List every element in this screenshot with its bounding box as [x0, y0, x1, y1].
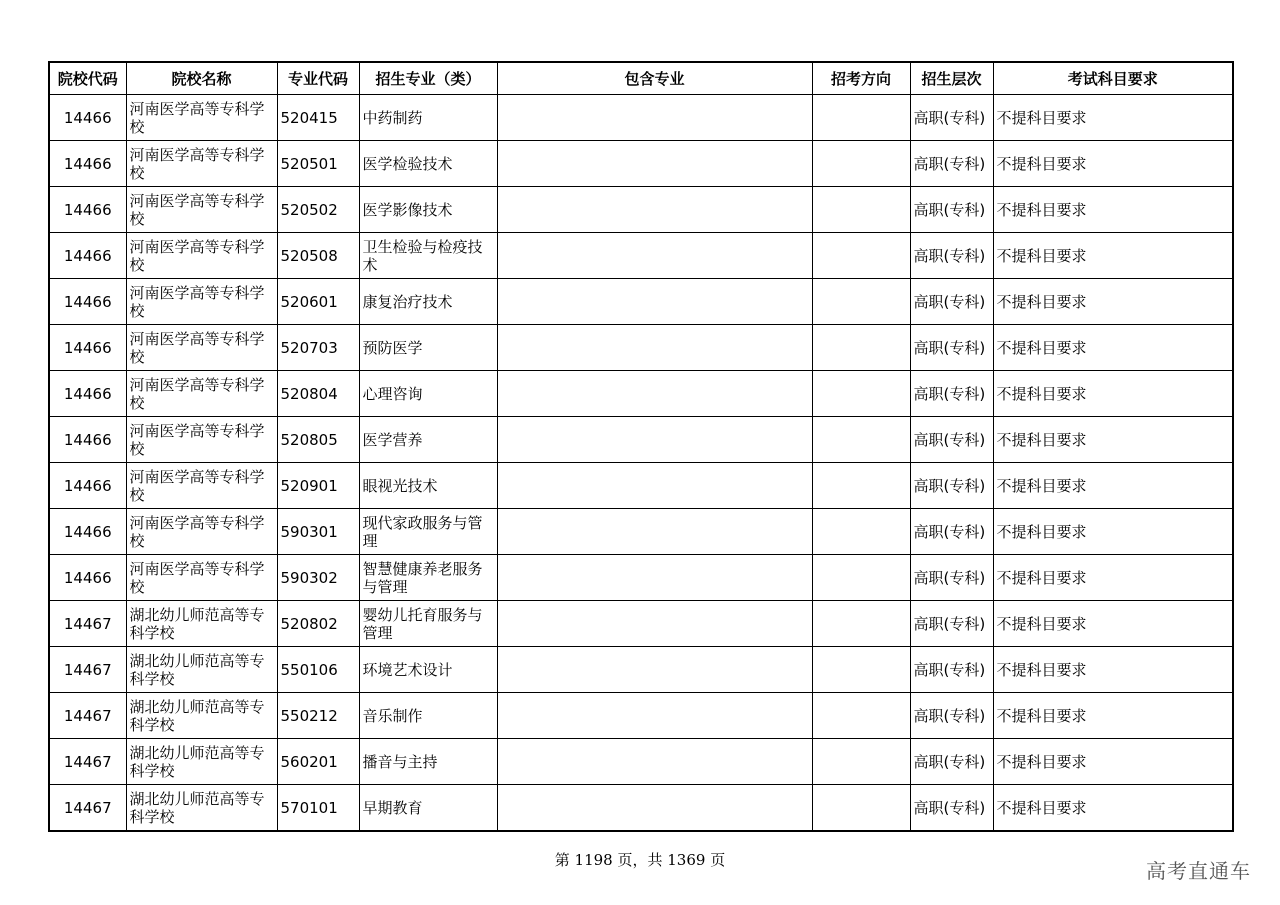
cell-direction — [812, 509, 910, 555]
cell-major: 环境艺术设计 — [359, 647, 497, 693]
cell-major-code: 570101 — [277, 785, 359, 832]
cell-level: 高职(专科) — [910, 233, 993, 279]
cell-school-name: 河南医学高等专科学校 — [126, 141, 277, 187]
cell-includes — [497, 279, 812, 325]
cell-major-code: 560201 — [277, 739, 359, 785]
cell-school-code: 14466 — [49, 141, 126, 187]
cell-level: 高职(专科) — [910, 739, 993, 785]
table-row — [49, 509, 1233, 555]
cell-level: 高职(专科) — [910, 371, 993, 417]
cell-school-code: 14466 — [49, 187, 126, 233]
cell-school-name: 河南医学高等专科学校 — [126, 95, 277, 141]
cell-major: 卫生检验与检疫技术 — [359, 233, 497, 279]
cell-includes — [497, 233, 812, 279]
cell-requirement: 不提科目要求 — [993, 187, 1233, 233]
cell-includes — [497, 739, 812, 785]
cell-school-code: 14466 — [49, 95, 126, 141]
cell-school-code: 14467 — [49, 647, 126, 693]
cell-school-code: 14466 — [49, 417, 126, 463]
cell-school-name: 河南医学高等专科学校 — [126, 417, 277, 463]
cell-school-code: 14467 — [49, 693, 126, 739]
cell-school-name: 河南医学高等专科学校 — [126, 509, 277, 555]
cell-requirement: 不提科目要求 — [993, 417, 1233, 463]
cell-major-code: 520502 — [277, 187, 359, 233]
cell-requirement: 不提科目要求 — [993, 233, 1233, 279]
cell-major-code: 520508 — [277, 233, 359, 279]
cell-direction — [812, 233, 910, 279]
cell-school-code: 14466 — [49, 325, 126, 371]
cell-includes — [497, 95, 812, 141]
header-direction: 招考方向 — [812, 62, 910, 95]
cell-direction — [812, 693, 910, 739]
cell-school-code: 14467 — [49, 739, 126, 785]
cell-major-code: 520804 — [277, 371, 359, 417]
header-includes: 包含专业 — [497, 62, 812, 95]
header-requirement: 考试科目要求 — [993, 62, 1233, 95]
cell-level: 高职(专科) — [910, 555, 993, 601]
cell-school-code: 14466 — [49, 463, 126, 509]
table-row — [49, 555, 1233, 601]
table-row — [49, 95, 1233, 141]
cell-level: 高职(专科) — [910, 279, 993, 325]
table-row — [49, 279, 1233, 325]
cell-includes — [497, 141, 812, 187]
cell-direction — [812, 647, 910, 693]
cell-school-name: 河南医学高等专科学校 — [126, 555, 277, 601]
cell-level: 高职(专科) — [910, 95, 993, 141]
cell-school-name: 湖北幼儿师范高等专科学校 — [126, 647, 277, 693]
cell-major: 早期教育 — [359, 785, 497, 832]
cell-direction — [812, 601, 910, 647]
cell-major-code: 520601 — [277, 279, 359, 325]
cell-school-name: 湖北幼儿师范高等专科学校 — [126, 739, 277, 785]
header-school-name: 院校名称 — [126, 62, 277, 95]
table-row — [49, 785, 1233, 832]
table-row — [49, 647, 1233, 693]
cell-school-name: 河南医学高等专科学校 — [126, 187, 277, 233]
cell-school-name: 河南医学高等专科学校 — [126, 279, 277, 325]
cell-requirement: 不提科目要求 — [993, 555, 1233, 601]
cell-direction — [812, 785, 910, 832]
table-row — [49, 187, 1233, 233]
cell-direction — [812, 95, 910, 141]
cell-requirement: 不提科目要求 — [993, 785, 1233, 832]
cell-major-code: 520501 — [277, 141, 359, 187]
cell-includes — [497, 509, 812, 555]
cell-direction — [812, 417, 910, 463]
cell-school-code: 14466 — [49, 233, 126, 279]
cell-direction — [812, 555, 910, 601]
cell-includes — [497, 693, 812, 739]
cell-major-code: 520415 — [277, 95, 359, 141]
cell-school-code: 14466 — [49, 509, 126, 555]
table-row — [49, 371, 1233, 417]
cell-major: 智慧健康养老服务与管理 — [359, 555, 497, 601]
cell-includes — [497, 187, 812, 233]
cell-direction — [812, 739, 910, 785]
admissions-table — [48, 61, 1234, 832]
cell-requirement: 不提科目要求 — [993, 325, 1233, 371]
cell-includes — [497, 555, 812, 601]
cell-includes — [497, 371, 812, 417]
cell-major: 预防医学 — [359, 325, 497, 371]
cell-major: 现代家政服务与管理 — [359, 509, 497, 555]
cell-requirement: 不提科目要求 — [993, 601, 1233, 647]
cell-school-name: 湖北幼儿师范高等专科学校 — [126, 601, 277, 647]
watermark-text: 高考直通车 — [1146, 859, 1251, 883]
table-row — [49, 739, 1233, 785]
cell-major-code: 520703 — [277, 325, 359, 371]
table-body — [49, 95, 1233, 832]
cell-major: 心理咨询 — [359, 371, 497, 417]
cell-school-name: 湖北幼儿师范高等专科学校 — [126, 785, 277, 832]
cell-major: 医学影像技术 — [359, 187, 497, 233]
cell-level: 高职(专科) — [910, 509, 993, 555]
cell-major-code: 550212 — [277, 693, 359, 739]
cell-includes — [497, 325, 812, 371]
header-major: 招生专业（类） — [359, 62, 497, 95]
cell-school-code: 14466 — [49, 371, 126, 417]
table-row — [49, 141, 1233, 187]
page-number: 第 1198 页，共 1369 页 — [554, 851, 726, 869]
cell-major-code: 590302 — [277, 555, 359, 601]
cell-major: 医学营养 — [359, 417, 497, 463]
cell-includes — [497, 647, 812, 693]
cell-includes — [497, 463, 812, 509]
cell-major-code: 520805 — [277, 417, 359, 463]
cell-school-name: 湖北幼儿师范高等专科学校 — [126, 693, 277, 739]
cell-direction — [812, 325, 910, 371]
table-row — [49, 233, 1233, 279]
cell-level: 高职(专科) — [910, 693, 993, 739]
cell-direction — [812, 187, 910, 233]
cell-level: 高职(专科) — [910, 417, 993, 463]
cell-requirement: 不提科目要求 — [993, 279, 1233, 325]
cell-requirement: 不提科目要求 — [993, 141, 1233, 187]
cell-major: 康复治疗技术 — [359, 279, 497, 325]
table-row — [49, 325, 1233, 371]
cell-school-code: 14467 — [49, 785, 126, 832]
cell-includes — [497, 601, 812, 647]
cell-school-name: 河南医学高等专科学校 — [126, 325, 277, 371]
cell-major: 播音与主持 — [359, 739, 497, 785]
cell-school-code: 14466 — [49, 279, 126, 325]
cell-school-name: 河南医学高等专科学校 — [126, 463, 277, 509]
cell-major: 中药制药 — [359, 95, 497, 141]
header-row — [49, 62, 1233, 95]
cell-requirement: 不提科目要求 — [993, 95, 1233, 141]
cell-major: 眼视光技术 — [359, 463, 497, 509]
cell-includes — [497, 417, 812, 463]
cell-includes — [497, 785, 812, 832]
cell-major: 婴幼儿托育服务与管理 — [359, 601, 497, 647]
cell-level: 高职(专科) — [910, 325, 993, 371]
cell-requirement: 不提科目要求 — [993, 463, 1233, 509]
cell-major-code: 520901 — [277, 463, 359, 509]
cell-requirement: 不提科目要求 — [993, 739, 1233, 785]
cell-school-name: 河南医学高等专科学校 — [126, 233, 277, 279]
cell-major: 医学检验技术 — [359, 141, 497, 187]
cell-requirement: 不提科目要求 — [993, 647, 1233, 693]
table-row — [49, 417, 1233, 463]
cell-requirement: 不提科目要求 — [993, 509, 1233, 555]
cell-level: 高职(专科) — [910, 463, 993, 509]
cell-level: 高职(专科) — [910, 601, 993, 647]
cell-direction — [812, 279, 910, 325]
cell-major-code: 550106 — [277, 647, 359, 693]
cell-direction — [812, 371, 910, 417]
cell-direction — [812, 141, 910, 187]
cell-level: 高职(专科) — [910, 647, 993, 693]
cell-major-code: 590301 — [277, 509, 359, 555]
cell-school-name: 河南医学高等专科学校 — [126, 371, 277, 417]
table-row — [49, 601, 1233, 647]
cell-requirement: 不提科目要求 — [993, 371, 1233, 417]
cell-direction — [812, 463, 910, 509]
cell-level: 高职(专科) — [910, 785, 993, 832]
cell-level: 高职(专科) — [910, 141, 993, 187]
header-level: 招生层次 — [910, 62, 993, 95]
cell-major-code: 520802 — [277, 601, 359, 647]
cell-school-code: 14466 — [49, 555, 126, 601]
header-major-code: 专业代码 — [277, 62, 359, 95]
table-row — [49, 463, 1233, 509]
cell-major: 音乐制作 — [359, 693, 497, 739]
cell-requirement: 不提科目要求 — [993, 693, 1233, 739]
cell-school-code: 14467 — [49, 601, 126, 647]
table-row — [49, 693, 1233, 739]
cell-level: 高职(专科) — [910, 187, 993, 233]
header-school-code: 院校代码 — [49, 62, 126, 95]
